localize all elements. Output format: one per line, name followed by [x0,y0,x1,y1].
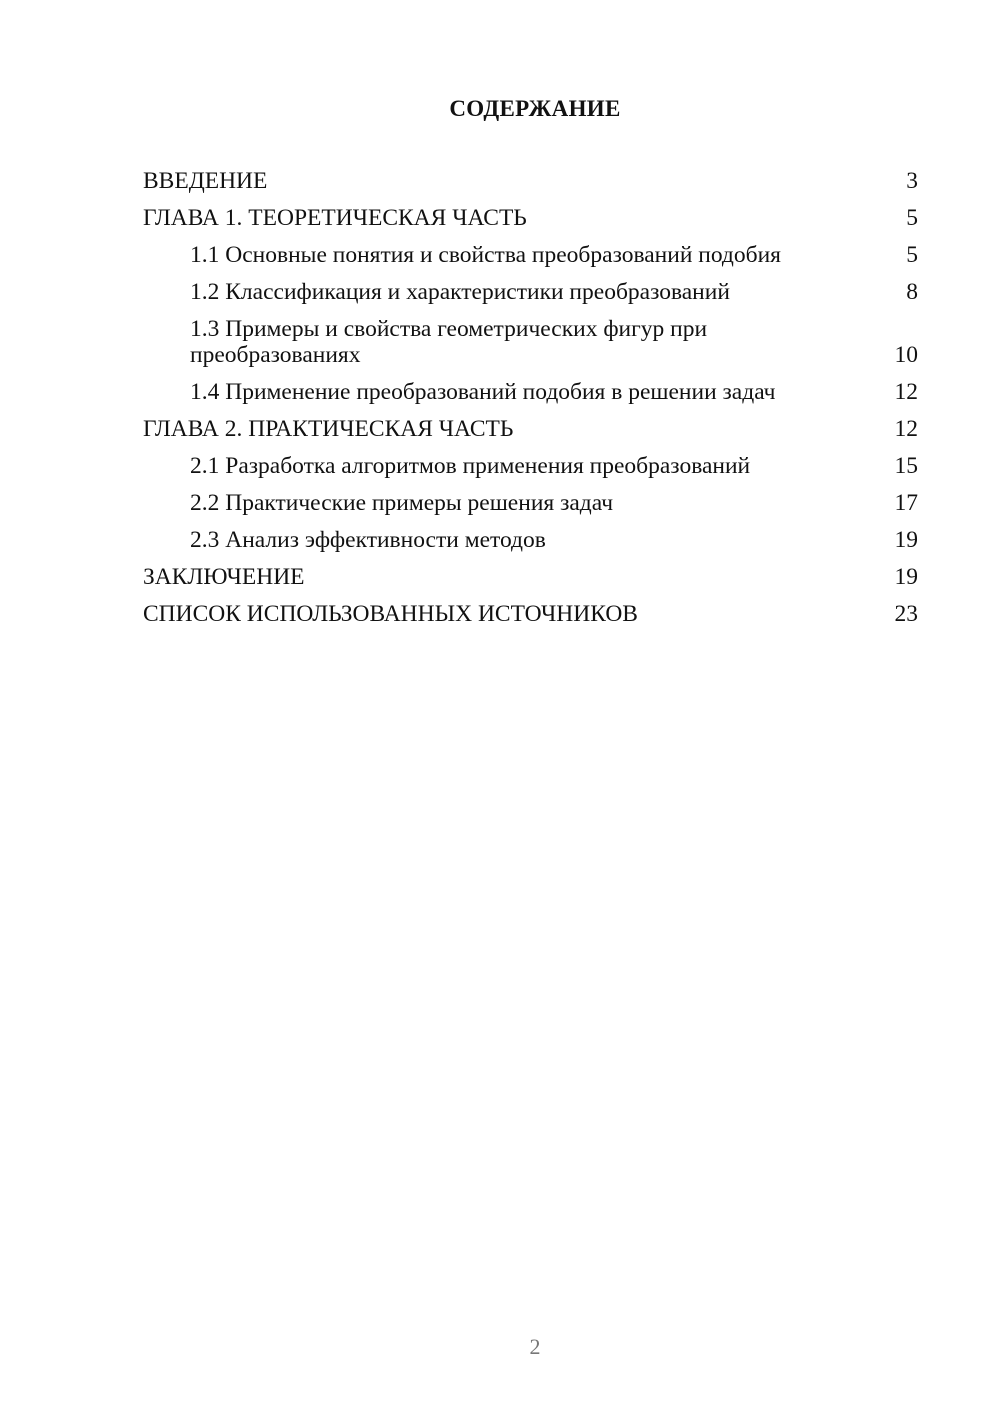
toc-entry-label: ГЛАВА 2. ПРАКТИЧЕСКАЯ ЧАСТЬ [143,416,514,442]
toc-entry-label: 1.4 Применение преобразований подобия в решении задач [190,379,776,405]
toc-entry-label: ГЛАВА 1. ТЕОРЕТИЧЕСКАЯ ЧАСТЬ [143,205,527,231]
toc-entry-conclusion[interactable] [143,564,918,590]
toc-entry-page: 10 [894,342,918,368]
toc-entry-label: 2.1 Разработка алгоритмов применения преобразований [190,453,751,479]
toc-entry-page: 19 [894,527,918,553]
toc-entry-label: СПИСОК ИСПОЛЬЗОВАННЫХ ИСТОЧНИКОВ [143,601,638,627]
toc-entry-page: 3 [906,168,918,194]
toc-entry-section-1-1[interactable] [143,242,918,268]
toc-entry-section-2-1[interactable] [143,453,918,479]
toc-entry-chapter-2[interactable] [143,416,918,442]
toc-entry-section-1-3[interactable] [143,316,918,368]
toc-entry-label: 1.2 Классификация и характеристики преобразований [190,279,730,305]
toc-entry-label: ЗАКЛЮЧЕНИЕ [143,564,305,590]
toc-entry-page: 12 [894,379,918,405]
toc-entry-section-1-4[interactable] [143,379,918,405]
toc-entry-introduction[interactable] [143,168,918,194]
toc-entry-page: 5 [906,242,918,268]
toc-entry-page: 23 [894,601,918,627]
toc-entry-page: 5 [906,205,918,231]
toc-entry-chapter-1[interactable] [143,205,918,231]
page-number: 2 [529,1334,541,1359]
toc-entry-label: ВВЕДЕНИЕ [143,168,268,194]
toc-entry-page: 15 [894,453,918,479]
toc-entry-label: 2.3 Анализ эффективности методов [190,527,546,553]
toc-entry-label: 1.3 Примеры и свойства геометрических фигур при преобразованиях [190,316,708,368]
toc-entry-page: 19 [894,564,918,590]
toc-entry-section-1-2[interactable] [143,279,918,305]
toc-entry-label: 1.1 Основные понятия и свойства преобразований подобия [190,242,781,268]
toc-title: СОДЕРЖАНИЕ [449,96,621,121]
toc-entry-page: 17 [894,490,918,516]
toc-entry-page: 8 [906,279,918,305]
toc-entry-label: 2.2 Практические примеры решения задач [190,490,614,516]
toc-entry-section-2-3[interactable] [143,527,918,553]
toc-entry-references[interactable] [143,601,918,627]
table-of-contents [143,168,918,638]
toc-entry-section-2-2[interactable] [143,490,918,516]
toc-entry-page: 12 [894,416,918,442]
